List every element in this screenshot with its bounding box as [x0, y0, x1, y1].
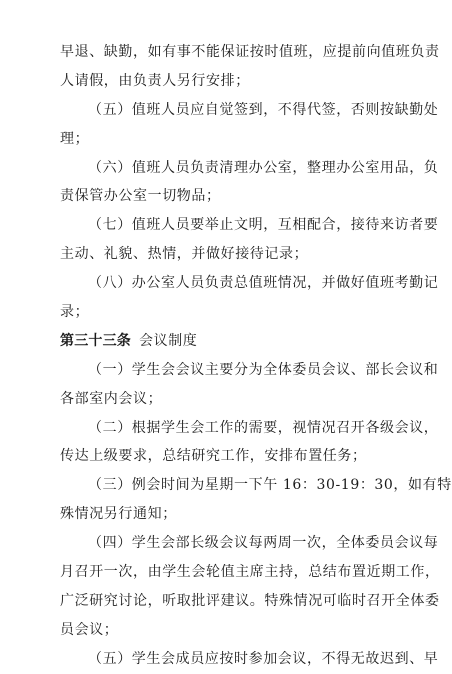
meeting-clause-5: （五）学生会成员应按时参加会议，不得无故迟到、早 [88, 650, 439, 667]
text-line: 理； [60, 130, 90, 147]
meeting-clause-1: （一）学生会会议主要分为全体委员会议、部长会议和 [88, 361, 439, 378]
clause-5: （五）值班人员应自觉签到，不得代签，否则按缺勤处 [88, 101, 439, 118]
meeting-clause-3: （三）例会时间为星期一下午 16：30-19：30，如有特 [88, 477, 452, 494]
text-line: 主动、礼貌、热情，并做好接待记录； [60, 246, 309, 263]
text-line: 责保管办公室一切物品； [60, 188, 221, 205]
text-line: 各部室内会议； [60, 390, 163, 407]
text-line: 传达上级要求，总结研究工作，安排布置任务； [60, 448, 367, 465]
text-line: 殊情况另行通知； [60, 506, 177, 523]
meeting-clause-4: （四）学生会部长级会议每两周一次，全体委员会议每 [88, 535, 439, 552]
article-number: 第三十三条 [60, 332, 131, 349]
clause-6: （六）值班人员负责清理办公室，整理办公室用品，负 [88, 159, 439, 176]
meeting-clause-2: （二）根据学生会工作的需要，视情况召开各级会议， [88, 419, 439, 436]
text-line: 员会议； [60, 621, 119, 638]
text-line: 早退、缺勤，如有事不能保证按时值班，应提前向值班负责 [60, 44, 440, 60]
clause-7: （七）值班人员要举止文明，互相配合，接待来访者要 [88, 217, 439, 234]
text-line: 人请假，由负责人另行安排； [60, 72, 250, 89]
text-line: 广泛研究讨论，听取批评建议。特殊情况可临时召开全体委 [60, 592, 440, 609]
clause-8: （八）办公室人员负责总值班情况，并做好值班考勤记 [88, 275, 439, 292]
article-title: 会议制度 [139, 332, 198, 349]
text-line: 录； [60, 304, 90, 321]
text-line: 月召开一次，由学生会轮值主席主持，总结布置近期工作， [60, 564, 440, 581]
article-heading [60, 327, 364, 356]
